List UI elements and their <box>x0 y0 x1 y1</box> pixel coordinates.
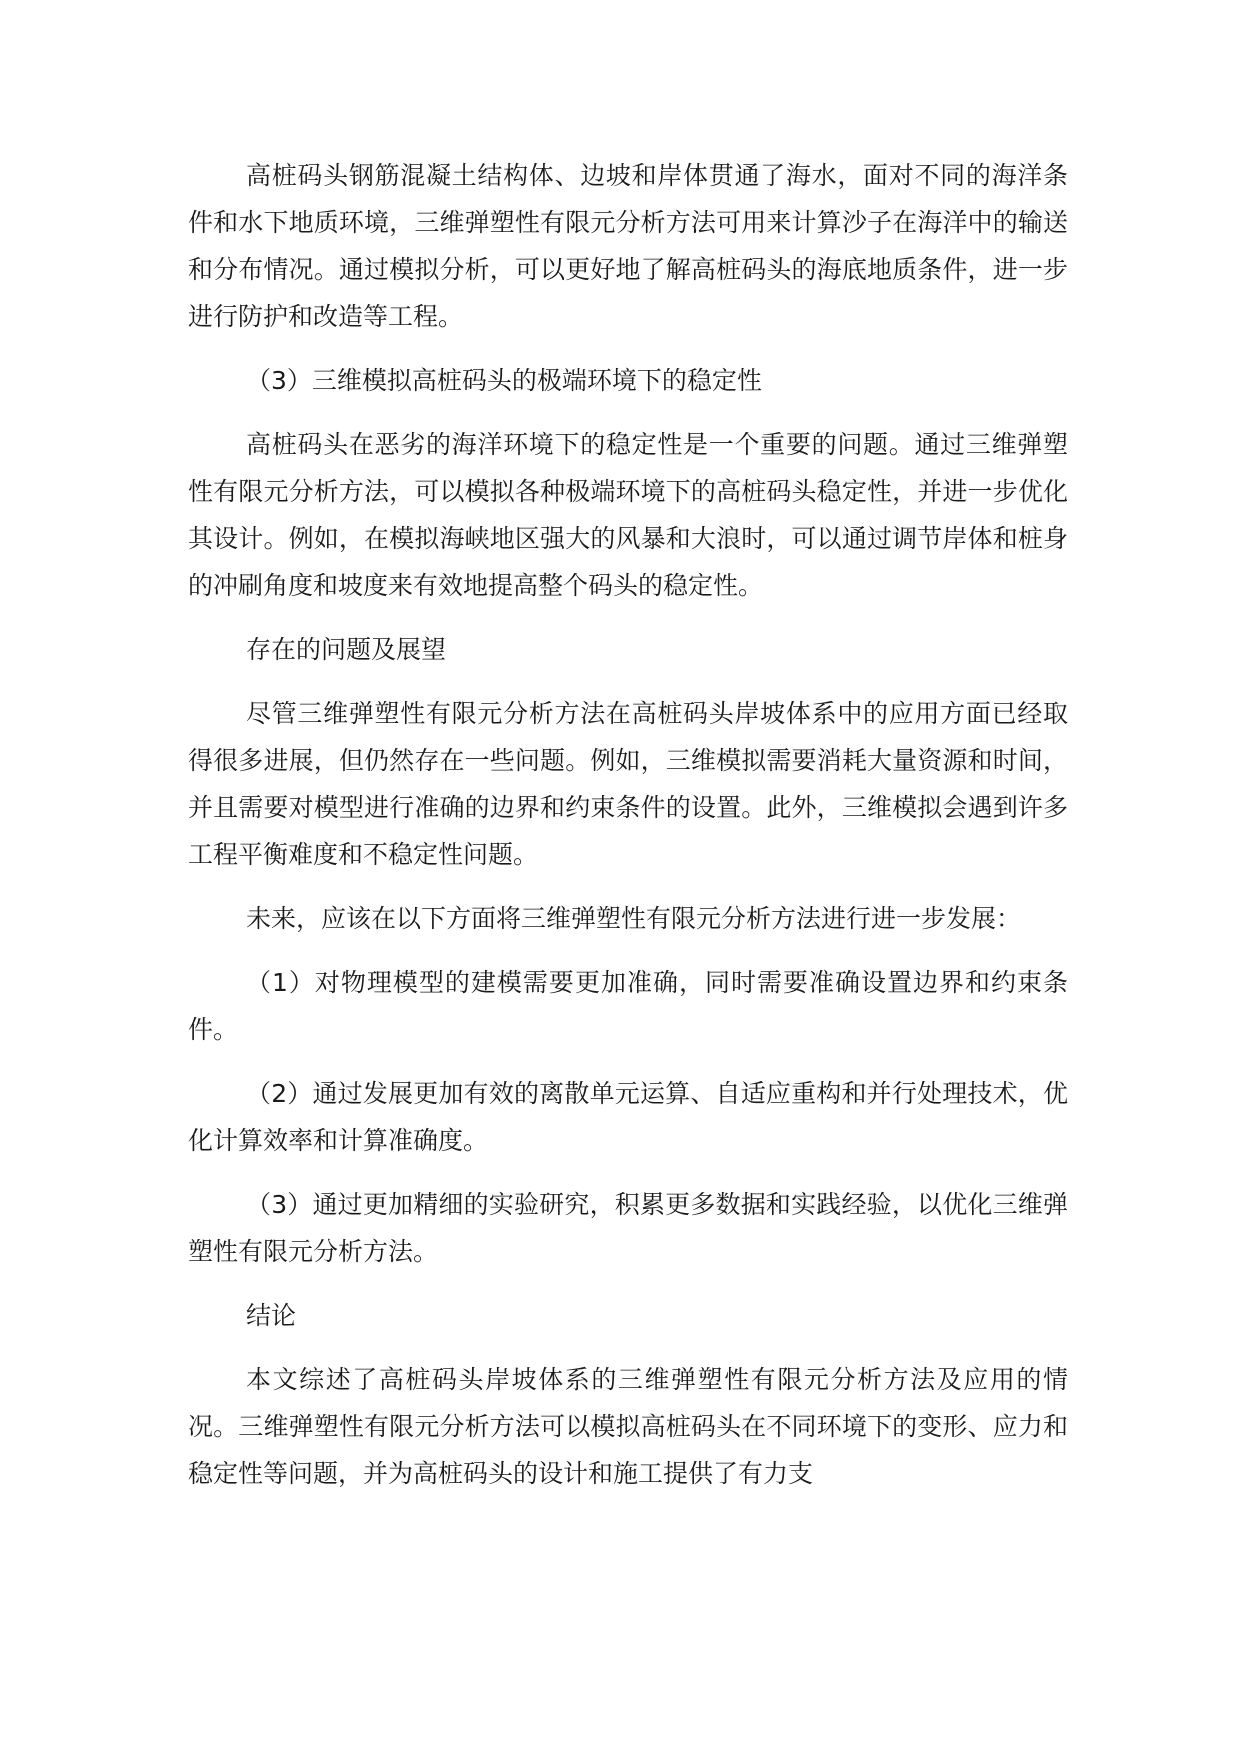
document-page <box>188 152 1068 1497</box>
paragraph-conclusion: 本文综述了高桩码头岸坡体系的三维弹塑性有限元分析方法及应用的情况。三维弹塑性有限元分析方法可以模拟高桩码头在不同环境下的变形、应力和稳定性等问题，并为高桩码头的设计和施工提供了有力支 <box>188 1365 1068 1488</box>
paragraph-future-item-1: （1）对物理模型的建模需要更加准确，同时需要准确设置边界和约束条件。 <box>188 968 1068 1044</box>
paragraph-future-intro: 未来，应该在以下方面将三维弹塑性有限元分析方法进行进一步发展： <box>246 904 1022 933</box>
heading-conclusion: 结论 <box>246 1301 297 1330</box>
paragraph-sediment-transport: 高桩码头钢筋混凝土结构体、边坡和岸体贯通了海水，面对不同的海洋条件和水下地质环境，三维弹塑性有限元分析方法可用来计算沙子在海洋中的输送和分布情况。通过模拟分析，可以更好地了解高桩码头的海底地质条件，进一步进行防护和改造等工程。 <box>188 161 1068 331</box>
paragraph-problems: 尽管三维弹塑性有限元分析方法在高桩码头岸坡体系中的应用方面已经取得很多进展，但仍然存在一些问题。例如，三维模拟需要消耗大量资源和时间，并且需要对模型进行准确的边界和约束条件的设置。此外，三维模拟会遇到许多工程平衡难度和不稳定性问题。 <box>188 699 1068 869</box>
paragraph-future-item-3: （3）通过更加精细的实验研究，积累更多数据和实践经验，以优化三维弹塑性有限元分析方法。 <box>188 1190 1068 1266</box>
paragraph-stability: 高桩码头在恶劣的海洋环境下的稳定性是一个重要的问题。通过三维弹塑性有限元分析方法，可以模拟各种极端环境下的高桩码头稳定性，并进一步优化其设计。例如，在模拟海峡地区强大的风暴和大浪时，可以通过调节岸体和桩身的冲刷角度和坡度来有效地提高整个码头的稳定性。 <box>188 430 1068 600</box>
heading-extreme-stability: （3）三维模拟高桩码头的极端环境下的稳定性 <box>246 366 762 395</box>
heading-problems-outlook: 存在的问题及展望 <box>246 635 447 664</box>
paragraph-future-item-2: （2）通过发展更加有效的离散单元运算、自适应重构和并行处理技术，优化计算效率和计算准确度。 <box>188 1079 1068 1155</box>
